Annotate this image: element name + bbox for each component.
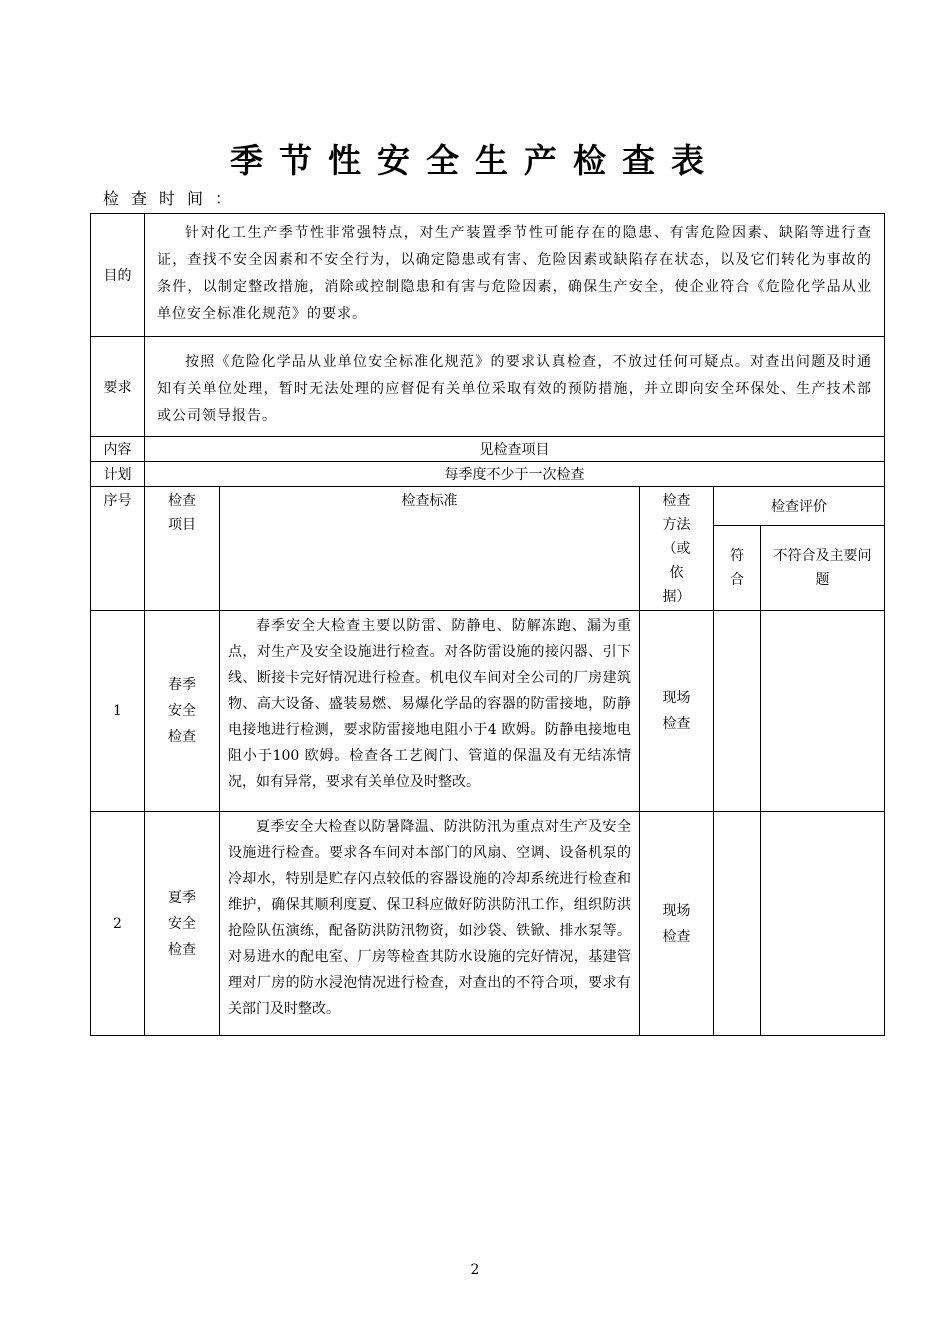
row-method: 现场检查 — [640, 611, 714, 812]
row-item: 春季安全检查 — [145, 611, 220, 812]
row-standard: 春季安全大检查主要以防雷、防静电、防解冻跑、漏为重点，对生产及安全设施进行检查。对各防雷设施的接闪器、引下线、断接卡完好情况进行检查。机电仪车间对全公司的厂房建筑物、高大设备、盛装易燃、易爆化学品的容器的防雷接地，防静电接地进行检测，要求防雷接地电阻小于4 欧姆。防静电接地电阻小于100 欧姆。检查各工艺阀门、管道的保温及有无结冻情况，如有异常，要求有关单位及时整改。 — [220, 611, 640, 812]
header-conform: 符合 — [714, 526, 761, 611]
row-no: 2 — [91, 812, 145, 1036]
purpose-row — [91, 214, 885, 337]
requirement-text: 按照《危险化学品从业单位安全标准化规范》的要求认真检查，不放过任何可疑点。对查出问题及时通知有关单位处理，暂时无法处理的应督促有关单位采取有效的预防措施，并立即向安全环保处、生产技术部或公司领导报告。 — [145, 337, 885, 437]
row-no: 1 — [91, 611, 145, 812]
page-title: 季节性安全生产检查表 — [230, 141, 720, 180]
inspection-table — [90, 213, 885, 1036]
header-row — [91, 487, 885, 526]
row-standard: 夏季安全大检查以防暑降温、防洪防汛为重点对生产及安全设施进行检查。要求各车间对本部门的风扇、空调、设备机泵的冷却水，特别是贮存闪点较低的容器设施的冷却系统进行检查和维护，确保其顺利度夏、保卫科应做好防洪防汛工作，组织防洪抢险队伍演练，配备防洪防汛物资，如沙袋、铁锨、排水泵等。对易进水的配电室、厂房等检查其防水设施的完好情况，基建管理对厂房的防水浸泡情况进行检查，对查出的不符合项，要求有关部门及时整改。 — [220, 812, 640, 1036]
purpose-label: 目的 — [91, 214, 145, 337]
plan-label: 计划 — [91, 462, 145, 487]
header-method: 检查方法（或依据） — [640, 487, 714, 611]
header-standard: 检查标准 — [220, 487, 640, 611]
plan-row — [91, 462, 885, 487]
content-value: 见检查项目 — [145, 437, 885, 462]
check-time-label: 检查时间： — [103, 189, 244, 208]
plan-value: 每季度不少于一次检查 — [145, 462, 885, 487]
page-number: 2 — [470, 1262, 480, 1278]
table-row — [91, 812, 885, 1036]
purpose-text: 针对化工生产季节性非常强特点，对生产装置季节性可能存在的隐患、有害危险因素、缺陷等进行查证，查找不安全因素和不安全行为，以确定隐患或有害、危险因素或缺陷存在状态，以及它们转化为事故的条件，以制定整改措施，消除或控制隐患和有害与危险因素，确保生产安全，使企业符合《危险化学品从业单位安全标准化规范》的要求。 — [145, 214, 885, 337]
row-conform — [714, 812, 761, 1036]
requirement-row — [91, 337, 885, 437]
row-conform — [714, 611, 761, 812]
header-item: 检查项目 — [145, 487, 220, 611]
table-row — [91, 611, 885, 812]
header-nonconform: 不符合及主要问题 — [761, 526, 885, 611]
row-item: 夏季安全检查 — [145, 812, 220, 1036]
row-method: 现场检查 — [640, 812, 714, 1036]
content-row — [91, 437, 885, 462]
row-nonconform — [761, 812, 885, 1036]
header-evaluation: 检查评价 — [714, 487, 885, 526]
content-label: 内容 — [91, 437, 145, 462]
header-no: 序号 — [91, 487, 145, 611]
requirement-label: 要求 — [91, 337, 145, 437]
row-nonconform — [761, 611, 885, 812]
